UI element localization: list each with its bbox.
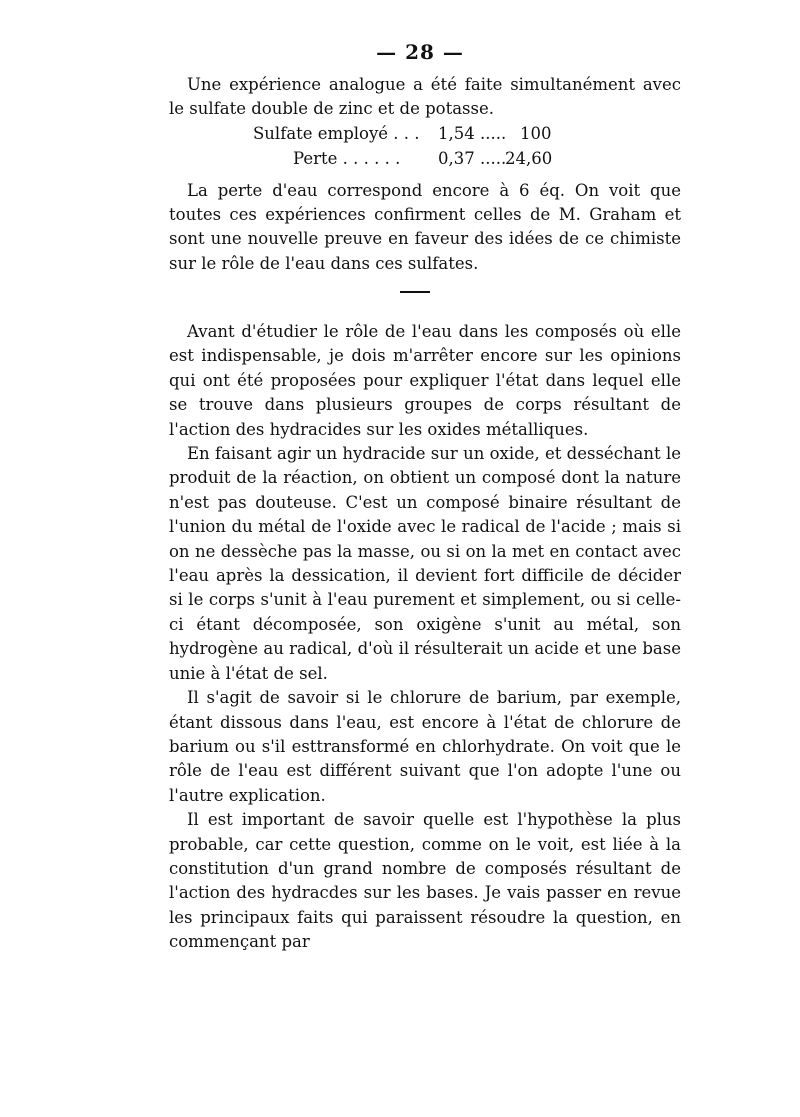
row-ratio: 100 [520, 124, 552, 143]
conclusion-paragraph: La perte d'eau correspond encore à 6 éq. On voit que toutes ces expériences confirment celles de M. Graham et sont une nouvelle preuve en faveur des idées de ce chimiste sur le rôle de l'eau dans ces sulfates. [169, 181, 681, 273]
row-value: 1,54 ..... [438, 124, 507, 143]
page-number: — 28 — [376, 40, 464, 64]
table-row [0, 122, 800, 147]
intro-text [169, 73, 681, 121]
body-paragraph: Il est important de savoir quelle est l'hypothèse la plus probable, car cette question, comme on le voit, est liée à la constitution d'un grand nombre de composés résultant de l'action des hydracdes sur les bases. Je vais passer en revue les principaux faits qui paraissent résoudre la question, en commençant par [169, 810, 681, 952]
row-label: Perte . . . . . . [293, 148, 401, 168]
intro-paragraph: Une expérience analogue a été faite simultanément avec le sulfate double de zinc et de potasse. [169, 75, 681, 119]
table-row [0, 147, 800, 172]
row-value: 0,37 ..... [438, 148, 507, 168]
section-divider [400, 291, 430, 293]
row-label: Sulfate employé . . . [253, 124, 420, 143]
body-paragraph: Il s'agit de savoir si le chlorure de barium, par exemple, étant dissous dans l'eau, est encore à l'état de chlorure de barium ou s'il esttransformé en chlorhydrate. On voit que le rôle de l'eau est différent suivant que l'on adopte l'une ou l'autre explication. [169, 688, 681, 805]
measurement-table [0, 122, 800, 171]
conclusion-text [169, 179, 681, 276]
main-text [169, 320, 681, 955]
row-ratio: 24,60 [505, 148, 553, 168]
body-paragraph: En faisant agir un hydracide sur un oxide, et desséchant le produit de la réaction, on obtient un composé dont la nature n'est pas douteuse. C'est un composé binaire résultant de l'union du métal de l'oxide avec le radical de l'acide ; mais si on ne dessèche pas la masse, ou si on la met en contact avec l'eau après la dessication, il devient fort difficile de décider si le corps s'unit à l'eau purement et simplement, ou si celle-ci étant décomposée, son oxigène s'unit au métal, son hydrogène au radical, d'où il résulterait un acide et une base unie à l'état de sel. [169, 444, 681, 683]
body-paragraph: Avant d'étudier le rôle de l'eau dans les composés où elle est indispensable, je dois m'arrêter encore sur les opinions qui ont été proposées pour expliquer l'état dans lequel elle se trouve dans plusieurs groupes de corps résultant de l'action des hydracides sur les oxides métalliques. [169, 322, 681, 439]
